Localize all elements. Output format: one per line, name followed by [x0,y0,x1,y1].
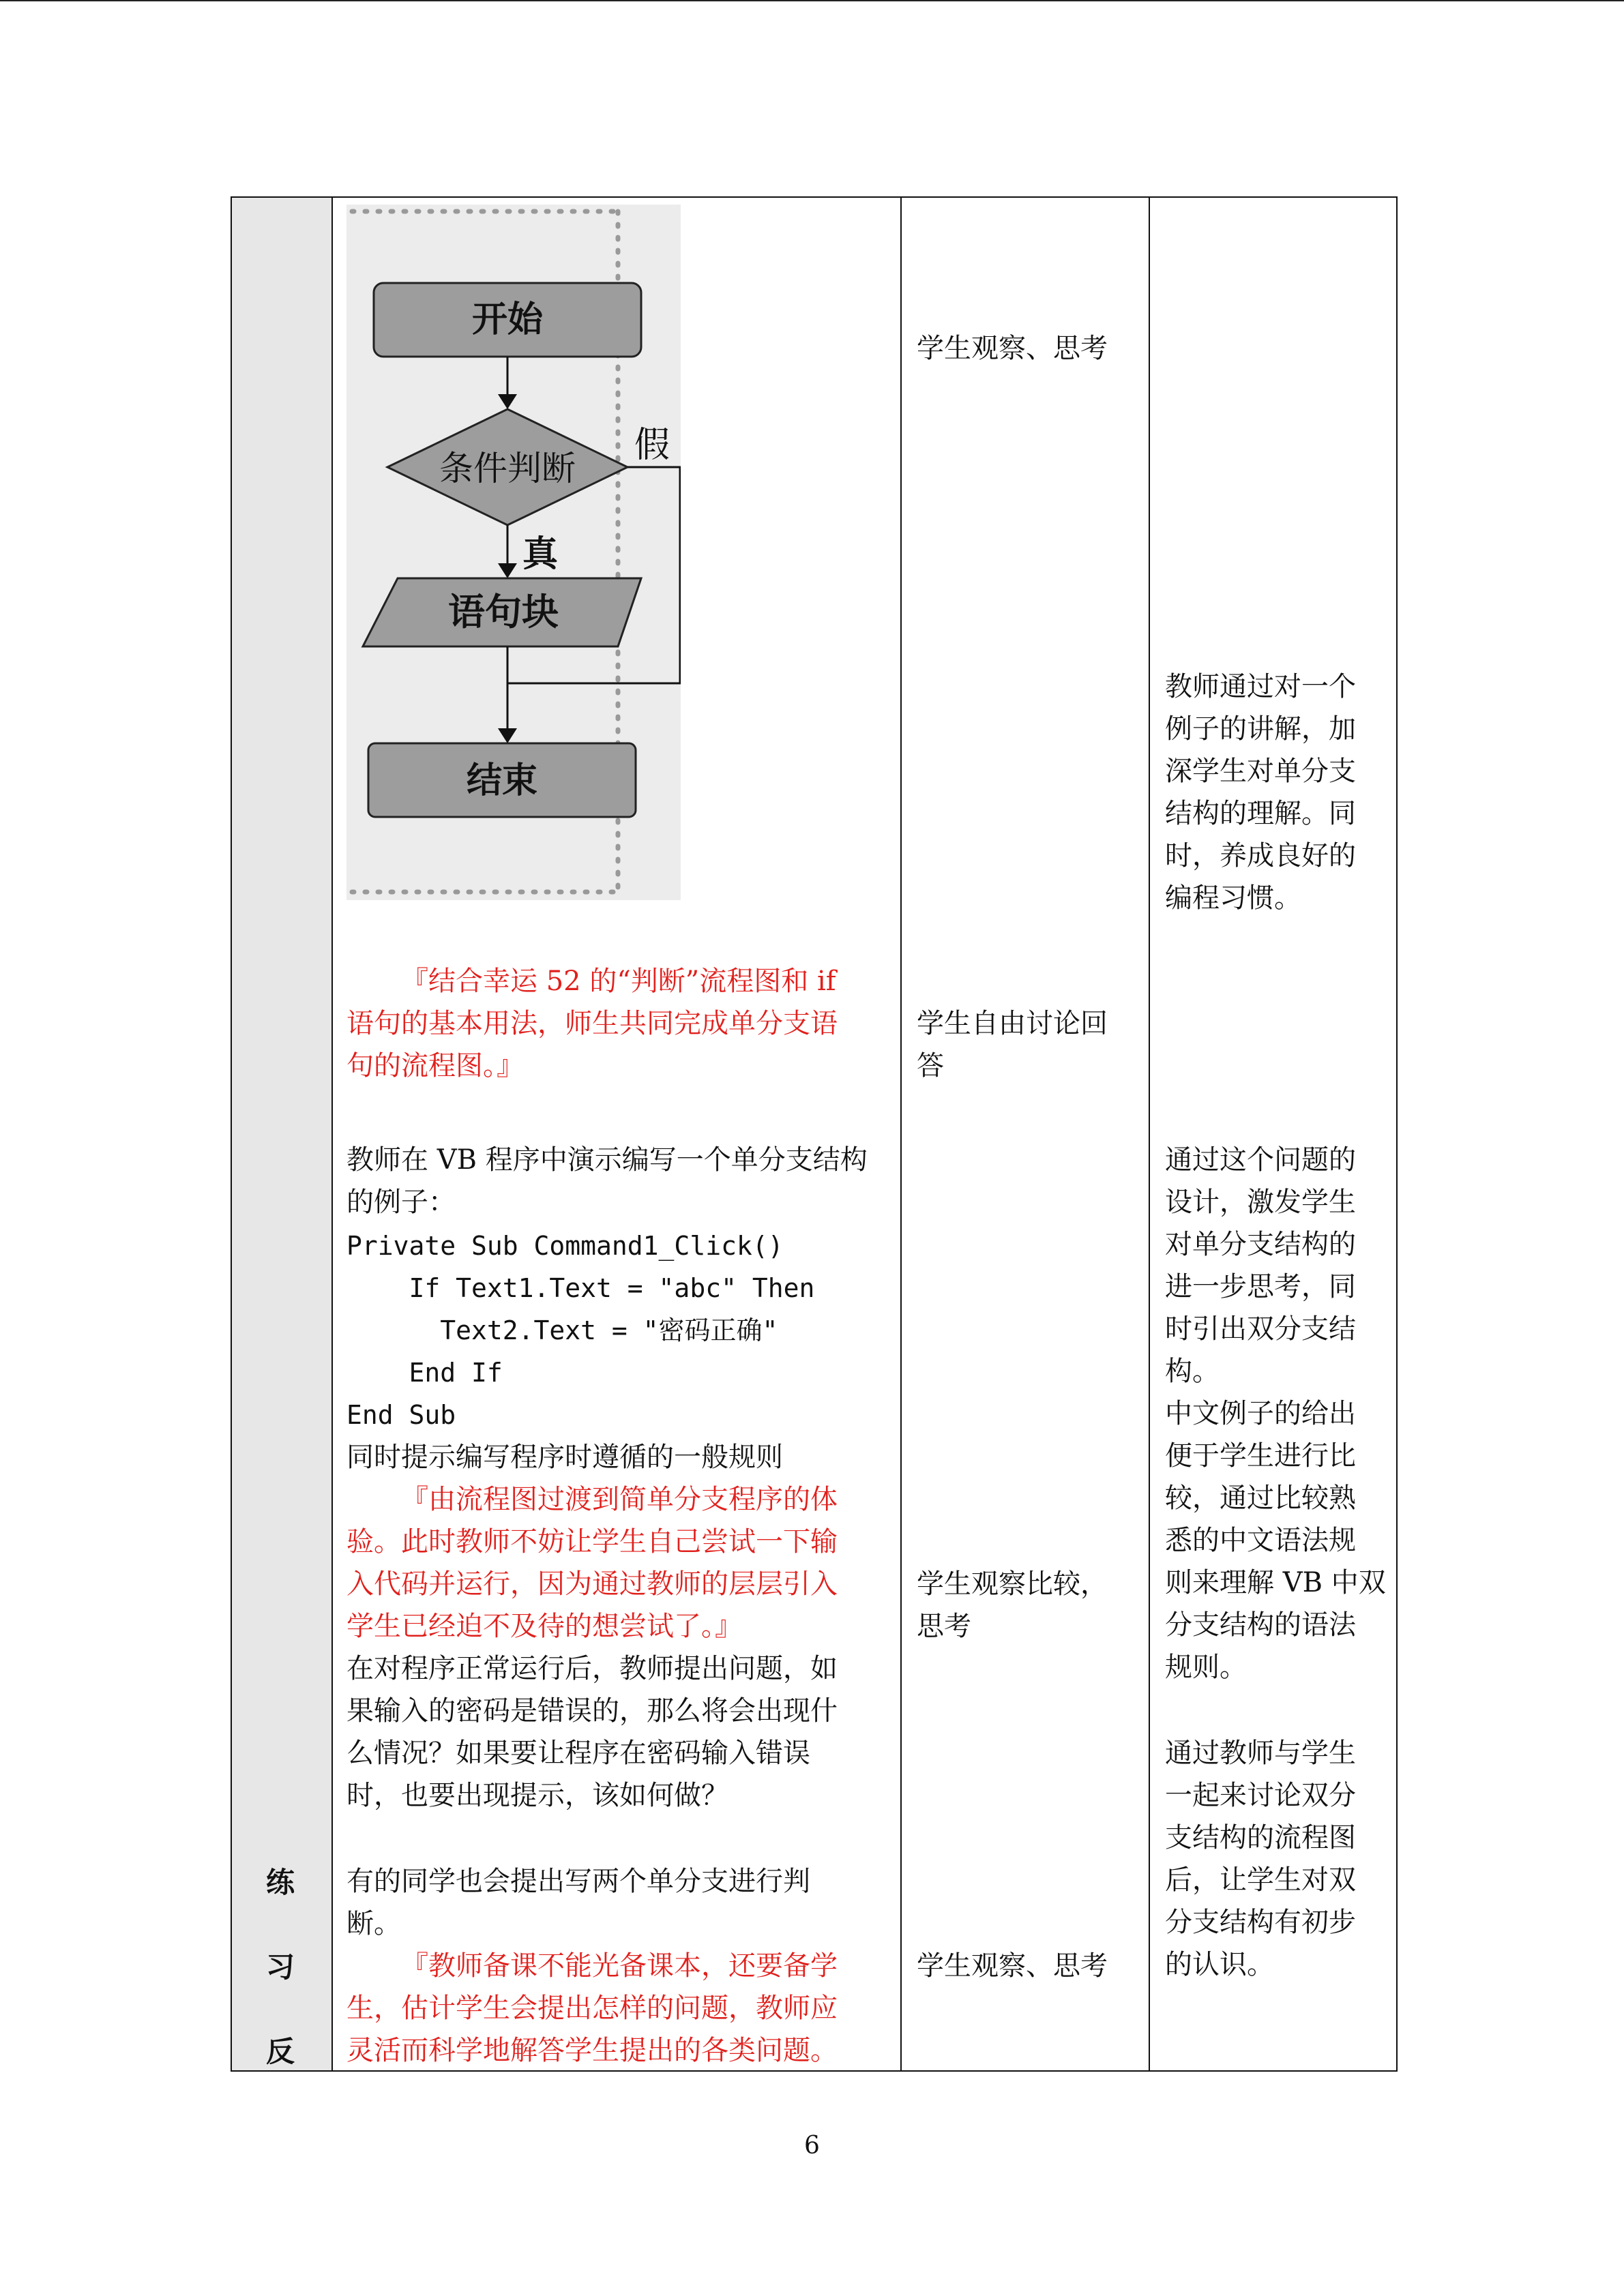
phase-char-2: 习 [266,1950,295,1984]
intent-4-line-3: 支结构的流程图 [1165,1822,1356,1853]
teacher-activity-column [332,197,901,2071]
code-line-4: End If [346,1358,503,1388]
teaching-note-2-line-1: 『由流程图过渡到简单分支程序的体 [401,1484,838,1515]
lesson-table [231,196,1398,2072]
intent-4-line-4: 后，让学生对双 [1165,1864,1356,1896]
rule-hint: 同时提示编写程序时遵循的一般规则 [346,1442,783,1473]
intent-2-line-1: 通过这个问题的 [1165,1144,1356,1176]
code-line-5: End Sub [346,1400,456,1430]
student-activity-4: 学生观察、思考 [917,1950,1108,1982]
phase-column [231,197,332,2071]
intent-2-line-4: 进一步思考，同 [1165,1271,1356,1302]
flow-block-label: 语句块 [448,591,559,633]
intent-3-line-5: 则来理解 VB 中双 [1165,1567,1386,1598]
code-line-1: Private Sub Command1_Click() [346,1231,784,1261]
teaching-note-1-line-3: 句的流程图。』 [346,1050,524,1082]
intent-3-line-2: 便于学生进行比 [1165,1440,1356,1472]
answer-line-2: 断。 [346,1908,401,1939]
intent-1-line-3: 深学生对单分支 [1165,756,1356,787]
intent-1-line-5: 时，养成良好的 [1165,840,1356,871]
intent-1-line-1: 教师通过对一个 [1165,671,1356,702]
intent-2-line-2: 设计，激发学生 [1165,1187,1356,1218]
teaching-note-3-line-2: 生，估计学生会提出怎样的问题，教师应 [346,1993,838,2024]
student-activity-3-line-2: 思考 [917,1611,971,1642]
intent-4-line-6: 的认识。 [1165,1949,1274,1980]
intent-4-line-1: 通过教师与学生 [1165,1738,1356,1769]
flow-false-label: 假 [634,425,670,466]
single-branch-flowchart [346,205,681,900]
intent-3-line-7: 规则。 [1165,1652,1247,1683]
intent-1-line-6: 编程习惯。 [1165,882,1301,914]
intent-3-line-1: 中文例子的给出 [1165,1398,1356,1429]
top-border-line [0,0,1624,1]
student-activity-3-line-1: 学生观察比较， [917,1568,1108,1600]
intent-2-line-5: 时引出双分支结 [1165,1313,1356,1345]
question-line-2: 果输入的密码是错误的，那么将会出现什 [346,1695,838,1727]
page-number: 6 [804,2132,820,2160]
intent-3-line-4: 悉的中文语法规 [1165,1525,1356,1556]
student-activity-1: 学生观察、思考 [917,333,1108,364]
flow-end-label: 结束 [466,760,538,801]
teaching-note-1-line-1: 『结合幸运 52 的“判断”流程图和 if [401,966,836,997]
intent-1-line-2: 例子的讲解，加 [1165,713,1356,745]
flow-condition-label: 条件判断 [439,449,576,488]
teaching-note-2-line-4: 学生已经迫不及待的想尝试了。』 [346,1611,742,1642]
flow-start-label: 开始 [471,299,544,340]
demo-intro-line-1: 教师在 VB 程序中演示编写一个单分支结构 [346,1144,868,1176]
phase-char-3: 反 [266,2035,295,2068]
intent-1-line-4: 结构的理解。同 [1165,798,1356,829]
code-line-3: Text2.Text = "密码正确" [346,1315,778,1345]
teaching-note-1-line-2: 语句的基本用法，师生共同完成单分支语 [346,1008,838,1039]
demo-intro-line-2: 的例子： [346,1187,456,1218]
question-line-3: 么情况？如果要让程序在密码输入错误 [346,1738,810,1769]
table-row [231,197,1397,2071]
code-line-2: If Text1.Text = "abc" Then [346,1273,815,1303]
intent-3-line-3: 较，通过比较熟 [1165,1482,1356,1514]
teaching-note-3-line-1: 『教师备课不能光备课本，还要备学 [401,1950,838,1982]
student-activity-2-line-2: 答 [917,1050,944,1082]
intent-4-line-5: 分支结构有初步 [1165,1907,1356,1938]
student-activity-2-line-1: 学生自由讨论回 [917,1008,1108,1039]
intent-2-line-6: 构。 [1165,1356,1220,1387]
intent-3-line-6: 分支结构的语法 [1165,1609,1356,1641]
intent-4-line-2: 一起来讨论双分 [1165,1780,1356,1811]
intent-2-line-3: 对单分支结构的 [1165,1229,1356,1260]
teaching-note-2-line-2: 验。此时教师不妨让学生自己尝试一下输 [346,1526,838,1557]
phase-char-1: 练 [266,1866,295,1899]
question-line-1: 在对程序正常运行后，教师提出问题，如 [346,1653,838,1684]
design-intent-column [1149,197,1397,2071]
student-activity-column [901,197,1149,2071]
flow-true-label: 真 [522,534,559,575]
teaching-note-3-line-3: 灵活而科学地解答学生提出的各类问题。 [346,2035,838,2066]
question-line-4: 时，也要出现提示，该如何做？ [346,1780,728,1811]
answer-line-1: 有的同学也会提出写两个单分支进行判 [346,1866,810,1897]
teaching-note-2-line-3: 入代码并运行，因为通过教师的层层引入 [346,1568,838,1600]
